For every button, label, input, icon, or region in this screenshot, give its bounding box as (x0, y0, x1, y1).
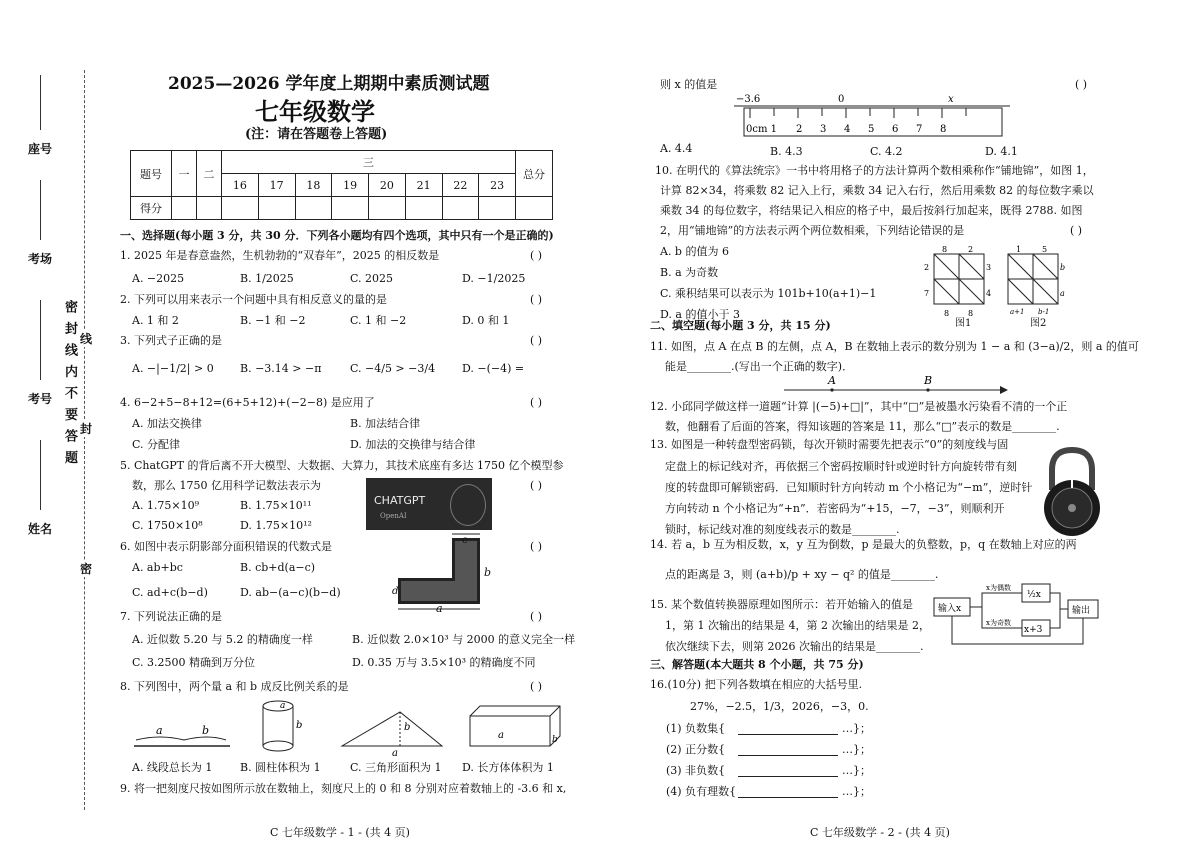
seal-line (84, 70, 85, 810)
exam-note: (注：请在答题卷上答题) (245, 127, 388, 142)
svg-text:B: B (924, 374, 933, 387)
q6-option-a[interactable]: A. ab+bc (132, 561, 183, 574)
q10-option-a[interactable]: A. b 的值为 6 (660, 245, 729, 258)
seat-blank (40, 75, 41, 130)
q3-stem: 3. 下列式子正确的是 (120, 334, 222, 347)
room-label: 考场 (28, 252, 53, 266)
q14-stem: 14. 若 a，b 互为相反数，x，y 互为倒数，p 是最大的负整数，p，q 在数轴上对应的两 (650, 538, 1077, 551)
q3-answer-paren[interactable]: ( ) (530, 334, 543, 347)
q8-stem: 8. 下列图中，两个量 a 和 b 成反比例关系的是 (120, 680, 349, 693)
chatgpt-image-subtext: OpenAI (380, 512, 407, 520)
q1-option-a[interactable]: A. −2025 (132, 272, 185, 285)
svg-text:b-1: b-1 (1038, 308, 1050, 316)
q10-option-b[interactable]: B. a 为奇数 (660, 266, 719, 279)
q1-answer-paren[interactable]: ( ) (530, 249, 543, 262)
svg-text:a: a (280, 701, 286, 711)
svg-text:b: b (484, 566, 492, 579)
score-cell[interactable] (405, 197, 442, 220)
svg-text:b: b (296, 720, 303, 731)
q9-option-b[interactable]: B. 4.3 (770, 145, 803, 158)
q7-option-a[interactable]: A. 近似数 5.20 与 5.2 的精确度一样 (132, 633, 313, 646)
svg-text:3: 3 (986, 263, 992, 272)
q7-option-d[interactable]: D. 0.35 万与 3.5×10³ 的精确度不同 (352, 656, 536, 669)
svg-text:a: a (156, 724, 163, 737)
footer-right: C 七年级数学 - 2 - (共 4 页) (810, 826, 950, 839)
score-sub-23: 23 (479, 174, 516, 197)
seal-warning: 密 封 线 内 不 要 答 题 (62, 300, 77, 466)
seat-label: 座号 (28, 142, 53, 156)
q5-stem-2: 数，那么 1750 亿用科学记数法表示为 (132, 479, 321, 492)
q16-set-negative-label: (1) 负数集{ (666, 722, 726, 735)
svg-text:8: 8 (968, 309, 974, 318)
score-sub-21: 21 (405, 174, 442, 197)
footer-left: C 七年级数学 - 1 - (共 4 页) (270, 826, 410, 839)
q4-option-d[interactable]: D. 加法的交换律与结合律 (350, 438, 476, 451)
score-cell[interactable] (332, 197, 369, 220)
score-table-label: 题号 (131, 151, 172, 197)
score-cell[interactable] (442, 197, 479, 220)
q12-stem: 12. 小邱同学做这样一道题“计算 |(−5)+□|”，其中“□”是被墨水污染看不清的一个正 (650, 400, 1068, 413)
chatgpt-image (366, 478, 492, 530)
q10-lattice-figures (920, 244, 1070, 330)
combination-lock-icon (1036, 446, 1108, 538)
flow-even-label: x为偶数 (986, 584, 1011, 592)
q1-stem: 1. 2025 年是春意盎然，生机勃勃的“双春年”，2025 的相反数是 (120, 249, 440, 262)
q13-stem: 13. 如图是一种转盘型密码锁，每次开锁时需要先把表示“0”的刻度线与固 (650, 438, 1009, 451)
q16-stem: 16.(10分) 把下列各数填在相应的大括号里. (650, 678, 863, 691)
q10-stem: 10. 在明代的《算法统宗》一书中将用格子的方法计算两个数相乘称作“铺地锦”，如图 1， (655, 164, 1094, 177)
q2-answer-paren[interactable]: ( ) (530, 293, 543, 306)
q6-stem: 6. 如图中表示阴影部分面积错误的代数式是 (120, 540, 332, 553)
svg-text:4: 4 (986, 289, 992, 298)
q16-set-positive-fraction-tail: …}； (842, 743, 871, 756)
svg-text:2: 2 (968, 245, 974, 254)
q16-set-negative-blank[interactable] (738, 734, 838, 735)
q16-set-nonnegative-tail: …}； (842, 764, 871, 777)
svg-text:7: 7 (924, 289, 930, 298)
svg-text:8: 8 (942, 245, 948, 254)
flow-plus3-label: x+3 (1024, 625, 1043, 635)
q5-answer-paren[interactable]: ( ) (530, 479, 543, 492)
q6-option-b[interactable]: B. cb+d(a−c) (240, 561, 316, 574)
q12-stem-2[interactable]: 数，他翻看了后面的答案，得知该题的答案是 11，那么“□”表示的数是________. (665, 420, 1060, 433)
q7-stem: 7. 下列说法正确的是 (120, 610, 222, 623)
q4-option-b[interactable]: B. 加法结合律 (350, 417, 421, 430)
q10-option-c[interactable]: C. 乘积结果可以表示为 101b+10(a+1)−1 (660, 287, 877, 300)
flow-output-label: 输出 (1072, 606, 1091, 616)
svg-text:2: 2 (924, 263, 930, 272)
q15-stem-3[interactable]: 依次继续下去，则第 2026 次输出的结果是________. (665, 640, 924, 653)
svg-text:0: 0 (838, 94, 845, 105)
score-table (130, 150, 553, 220)
q9-stem-2: 则 x 的值是 (660, 78, 718, 91)
score-cell[interactable] (516, 197, 553, 220)
q6-l-shape-figure (392, 532, 492, 612)
q2-stem: 2. 下列可以用来表示一个问题中具有相反意义的量的是 (120, 293, 387, 306)
svg-text:a: a (392, 748, 398, 758)
q8-option-b[interactable]: B. 圆柱体积为 1 (240, 761, 321, 774)
score-sub-18: 18 (295, 174, 332, 197)
score-sub-19: 19 (332, 174, 369, 197)
score-cell[interactable] (295, 197, 332, 220)
svg-text:0cm 1: 0cm 1 (746, 124, 777, 135)
score-sub-22: 22 (442, 174, 479, 197)
q2-option-b[interactable]: B. −1 和 −2 (240, 314, 306, 327)
svg-text:a: a (436, 602, 443, 612)
q2-option-a[interactable]: A. 1 和 2 (132, 314, 179, 327)
q16-set-positive-fraction-blank[interactable] (738, 755, 838, 756)
exam-title: 2025—2026 学年度上期期中素质测试题 (168, 74, 490, 94)
svg-text:a+1: a+1 (1010, 308, 1025, 316)
q10-stem-3: 乘数 34 的每位数字，将结果记入相应的格子中，最后按斜行加起来，既得 2788. 如图 (660, 204, 1083, 217)
svg-text:a: a (498, 730, 504, 741)
q9-answer-paren[interactable]: ( ) (1075, 78, 1088, 91)
svg-text:6: 6 (892, 124, 899, 135)
svg-text:b: b (404, 722, 411, 733)
svg-text:5: 5 (868, 124, 875, 135)
q16-set-negative-tail: …}； (842, 722, 871, 735)
q8-option-c[interactable]: C. 三角形面积为 1 (350, 761, 442, 774)
seal-word-mark: 封 (80, 422, 93, 436)
q16-set-negative-rational-blank[interactable] (738, 797, 838, 798)
q16-set-nonnegative-label: (3) 非负数{ (666, 764, 726, 777)
score-cell[interactable] (197, 197, 222, 220)
q9-option-c[interactable]: C. 4.2 (870, 145, 903, 158)
q4-stem: 4. 6−2+5−8+12=(6+5+12)+(−2−8) 是应用了 (120, 396, 375, 409)
score-cell[interactable] (222, 197, 259, 220)
section2-title: 二、填空题(每小题 3 分，共 15 分) (650, 319, 831, 332)
exam-subject: 七年级数学 (255, 97, 375, 126)
q10-figure-1-label: 图1 (955, 318, 972, 329)
svg-text:8: 8 (940, 124, 947, 135)
svg-text:1: 1 (1016, 245, 1022, 254)
q5-option-d[interactable]: D. 1.75×10¹² (240, 519, 312, 532)
score-cell[interactable] (369, 197, 406, 220)
q7-answer-paren[interactable]: ( ) (530, 610, 543, 623)
q15-flowchart (930, 578, 1102, 650)
score-cell[interactable] (258, 197, 295, 220)
q9-option-d[interactable]: D. 4.1 (985, 145, 1018, 158)
score-col-3: 三 (222, 151, 516, 174)
q6-option-c[interactable]: C. ad+c(b−d) (132, 586, 208, 599)
q7-option-c[interactable]: C. 3.2500 精确到万分位 (132, 656, 256, 669)
q3-option-c[interactable]: C. −4/5 > −3/4 (350, 362, 436, 375)
q8-figures (130, 698, 570, 758)
q13-stem-5[interactable]: 锁时，标记线对准的刻度线表示的数是________. (665, 523, 900, 536)
q15-stem-2: 1，第 1 次输出的结果是 4，第 2 次输出的结果是 2， (665, 619, 930, 632)
q1-option-b[interactable]: B. 1/2025 (240, 272, 294, 285)
q11-number-line (780, 374, 1010, 396)
svg-text:x: x (948, 94, 954, 105)
q10-figure-2-label: 图2 (1030, 318, 1047, 329)
room-blank (40, 180, 41, 240)
svg-text:b: b (552, 735, 558, 745)
q16-set-negative-rational-label: (4) 负有理数{ (666, 785, 737, 798)
q9-ruler-figure (730, 92, 1020, 140)
q10-option-d[interactable]: D. a 的值小于 3 (660, 308, 740, 321)
svg-text:a: a (1060, 289, 1065, 298)
exam-no-blank (40, 300, 41, 380)
svg-text:b: b (1060, 263, 1066, 272)
score-sub-17: 17 (258, 174, 295, 197)
score-total: 总分 (516, 151, 553, 197)
svg-text:3: 3 (820, 124, 827, 135)
flow-input-label: 输入x (938, 604, 962, 614)
svg-text:−3.6: −3.6 (736, 94, 761, 105)
q11-stem-2[interactable]: 能是________.(写出一个正确的数字)． (665, 360, 854, 373)
name-blank (40, 440, 41, 510)
q8-answer-paren[interactable]: ( ) (530, 680, 543, 693)
svg-text:8: 8 (944, 309, 950, 318)
q9-stem: 9. 将一把刻度尺按如图所示放在数轴上，刻度尺上的 0 和 8 分别对应着数轴上的 -3.6 和 x, (120, 782, 567, 795)
q13-stem-3: 度的转盘即可解锁密码．已知顺时针方向转动 m 个小格记为“−m”，逆时针 (665, 481, 1033, 494)
q3-option-b[interactable]: B. −3.14 > −π (240, 362, 322, 375)
q16-set-positive-fraction-label: (2) 正分数{ (666, 743, 726, 756)
q13-stem-4: 方向转动 n 个小格记为“+n”．若密码为“+15，−7，−3”，则顺利开 (665, 502, 1005, 515)
flow-half-label: ½x (1027, 590, 1041, 600)
q5-option-a[interactable]: A. 1.75×10⁹ (132, 499, 200, 512)
q4-answer-paren[interactable]: ( ) (530, 396, 543, 409)
exam-no-label: 考号 (28, 392, 53, 406)
svg-text:c: c (462, 535, 468, 546)
q8-option-a[interactable]: A. 线段总长为 1 (132, 761, 213, 774)
score-cell[interactable] (479, 197, 516, 220)
q10-stem-2: 计算 82×34，将乘数 82 记入上行，乘数 34 记入右行，然后用乘数 82 的每位数字乘以 (660, 184, 1094, 197)
q2-option-d[interactable]: D. 0 和 1 (462, 314, 510, 327)
name-label: 姓名 (28, 522, 53, 536)
q5-option-c[interactable]: C. 1750×10⁸ (132, 519, 203, 532)
score-cell[interactable] (172, 197, 197, 220)
q8-option-d[interactable]: D. 长方体体积为 1 (462, 761, 554, 774)
score-sub-16: 16 (222, 174, 259, 197)
seal-mark: 密 (80, 562, 93, 576)
chatgpt-image-text: CHATGPT (374, 494, 426, 507)
q16-set-negative-rational-tail: …}； (842, 785, 871, 798)
q3-option-a[interactable]: A. −|−1/2| > 0 (132, 362, 214, 375)
q15-stem: 15. 某个数值转换器原理如图所示：若开始输入的值是 (650, 598, 913, 611)
q13-stem-2: 定盘上的标记线对齐，再依据三个密码按顺时针或逆时针方向旋转带有刻 (665, 460, 1017, 473)
q11-stem: 11. 如图，点 A 在点 B 的左侧，点 A，B 在数轴上表示的数分别为 1 − a 和 (3−a)/2，则 a 的值可 (650, 340, 1139, 353)
q1-option-c[interactable]: C. 2025 (350, 272, 394, 285)
flow-odd-label: x为奇数 (986, 619, 1011, 627)
section1-title: 一、选择题(每小题 3 分，共 30 分．下列各小题均有四个选项，其中只有一个是正确的) (120, 229, 554, 242)
q5-option-b[interactable]: B. 1.75×10¹¹ (240, 499, 312, 512)
svg-text:4: 4 (844, 124, 851, 135)
q6-option-d[interactable]: D. ab−(a−c)(b−d) (240, 586, 341, 599)
head-outline-icon (450, 484, 486, 526)
score-sub-20: 20 (369, 174, 406, 197)
q1-option-d[interactable]: D. −1/2025 (462, 272, 526, 285)
q16-numbers: 27%，−2.5，1/3，2026，−3，0. (690, 700, 869, 713)
q4-option-a[interactable]: A. 加法交换律 (132, 417, 202, 430)
q3-option-d[interactable]: D. −(−4) = (462, 362, 525, 375)
score-col-1: 一 (172, 151, 197, 197)
svg-text:b: b (202, 724, 210, 737)
q6-answer-paren[interactable]: ( ) (530, 540, 543, 553)
q5-stem: 5. ChatGPT 的背后离不开大模型、大数据、大算力，其技术底座有多达 1750 亿个模型参 (120, 459, 564, 472)
svg-text:2: 2 (796, 124, 803, 135)
q16-set-nonnegative-blank[interactable] (738, 776, 838, 777)
q2-option-c[interactable]: C. 1 和 −2 (350, 314, 407, 327)
svg-text:d: d (392, 586, 399, 597)
q10-stem-4: 2，用“铺地锦”的方法表示两个两位数相乘，下列结论错误的是 (660, 224, 965, 237)
q7-option-b[interactable]: B. 近似数 2.0×10³ 与 2000 的意义完全一样 (352, 633, 576, 646)
svg-text:7: 7 (916, 124, 923, 135)
seal-line-mark: 线 (80, 332, 93, 346)
q4-option-c[interactable]: C. 分配律 (132, 438, 181, 451)
svg-text:5: 5 (1042, 245, 1048, 254)
svg-text:A: A (828, 374, 836, 387)
q10-answer-paren[interactable]: ( ) (1070, 224, 1083, 237)
score-row-label: 得分 (131, 197, 172, 220)
section3-title: 三、解答题(本大题共 8 个小题，共 75 分) (650, 658, 864, 671)
q14-stem-2[interactable]: 点的距离是 3，则 (a+b)/p + xy − q² 的值是________. (665, 568, 939, 581)
score-col-2: 二 (197, 151, 222, 197)
q9-option-a[interactable]: A. 4.4 (660, 142, 693, 155)
